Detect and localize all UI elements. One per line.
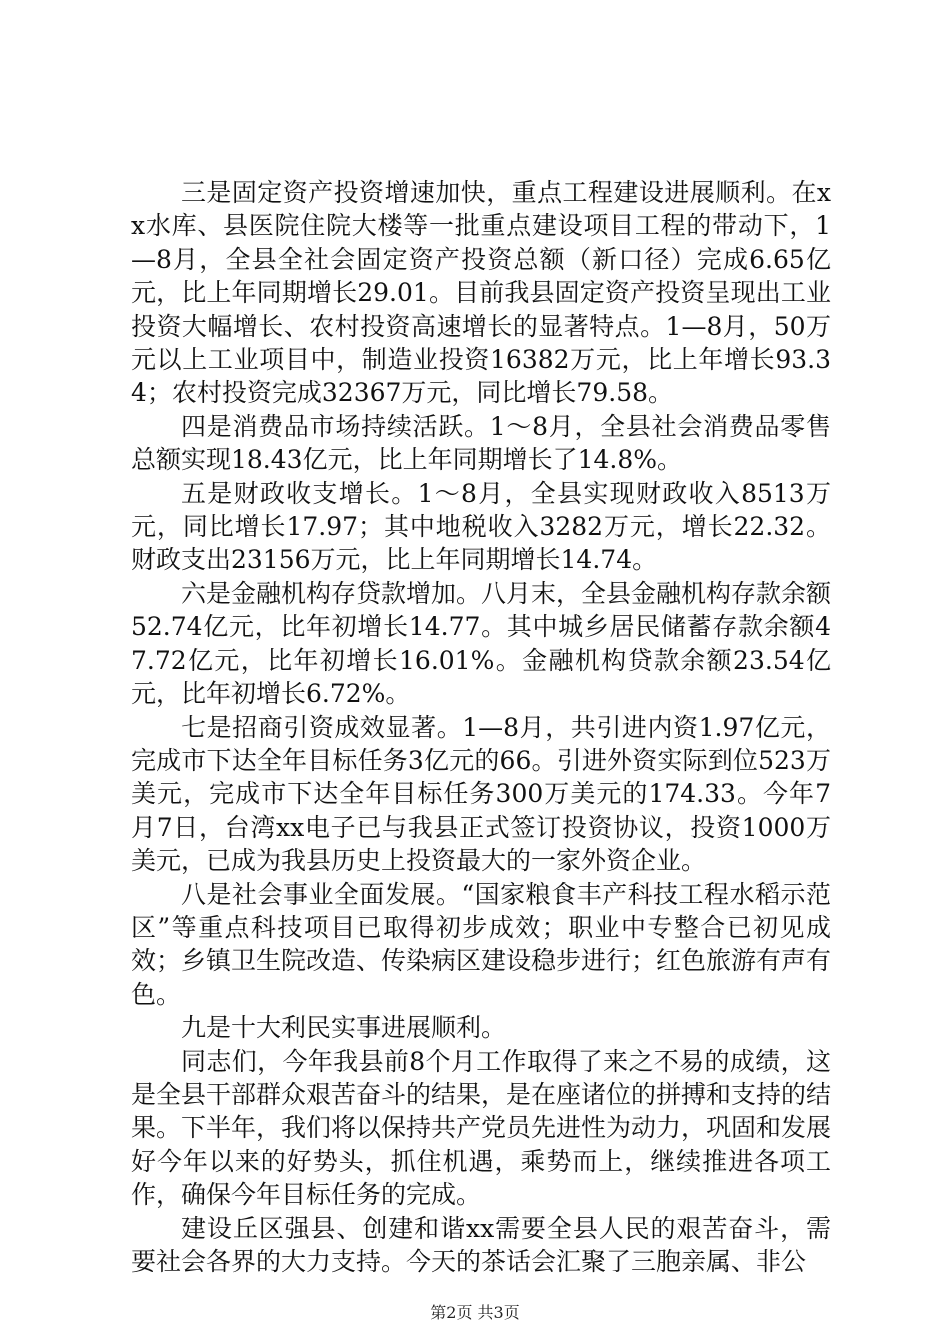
paragraph-summary: 同志们，今年我县前8个月工作取得了来之不易的成绩，这是全县干部群众艰苦奋斗的结果，是在座诸位的拼搏和支持的结果。下半年，我们将以保持共产党员先进性为动力，巩固和发展好今年以来的好势头，抓住机遇，乘势而上，继续推进各项工作，确保今年目标任务的完成。 [131,1046,832,1210]
paragraph-fiscal-revenue: 五是财政收支增长。1～8月，全县实现财政收入8513万元，同比增长17.97；其中地税收入3282万元，增长22.32。财政支出23156万元，比上年同期增长14.74。 [131,478,831,575]
paragraph-public-projects: 九是十大利民实事进展顺利。 [181,1013,507,1043]
paragraph-social-development: 八是社会事业全面发展。“国家粮食丰产科技工程水稻示范区”等重点科技项目已取得初步成效；职业中专整合已初见成效；乡镇卫生院改造、传染病区建设稳步进行；红色旅游有声有色。 [131,879,832,1009]
document-body [131,176,831,1278]
paragraph-closing: 建设丘区强县、创建和谐xx需要全县人民的艰苦奋斗，需要社会各界的大力支持。今天的茶话会汇聚了三胞亲属、非公 [131,1213,831,1276]
paragraph-investment-attraction: 七是招商引资成效显著。1—8月，共引进内资1.97亿元，完成市下达全年目标任务3亿元的66。引进外资实际到位523万美元，完成市下达全年目标任务300万美元的174.33。今年7月7日，台湾xx电子已与我县正式签订投资协议，投资1000万美元，已成为我县历史上投资最大的一家外资企业。 [131,712,831,876]
paragraph-fixed-asset-investment: 三是固定资产投资增速加快，重点工程建设进展顺利。在xx水库、县医院住院大楼等一批重点建设项目工程的带动下，1—8月，全县全社会固定资产投资总额（新口径）完成6.65亿元，比上年同期增长29.01。目前我县固定资产投资呈现出工业投资大幅增长、农村投资高速增长的显著特点。1—8月，50万元以上工业项目中，制造业投资16382万元，比上年增长93.34；农村投资完成32367万元，同比增长79.58。 [131,178,831,408]
paragraph-consumer-market: 四是消费品市场持续活跃。1～8月，全县社会消费品零售总额实现18.43亿元，比上年同期增长了14.8%。 [131,411,831,475]
page-footer: 第2页 共3页 [430,1303,520,1322]
paragraph-financial-deposits: 六是金融机构存贷款增加。八月末，全县金融机构存款余额52.74亿元，比年初增长14.77。其中城乡居民储蓄存款余额47.72亿元，比年初增长16.01%。金融机构贷款余额23.54亿元，比年初增长6.72%。 [131,578,832,709]
